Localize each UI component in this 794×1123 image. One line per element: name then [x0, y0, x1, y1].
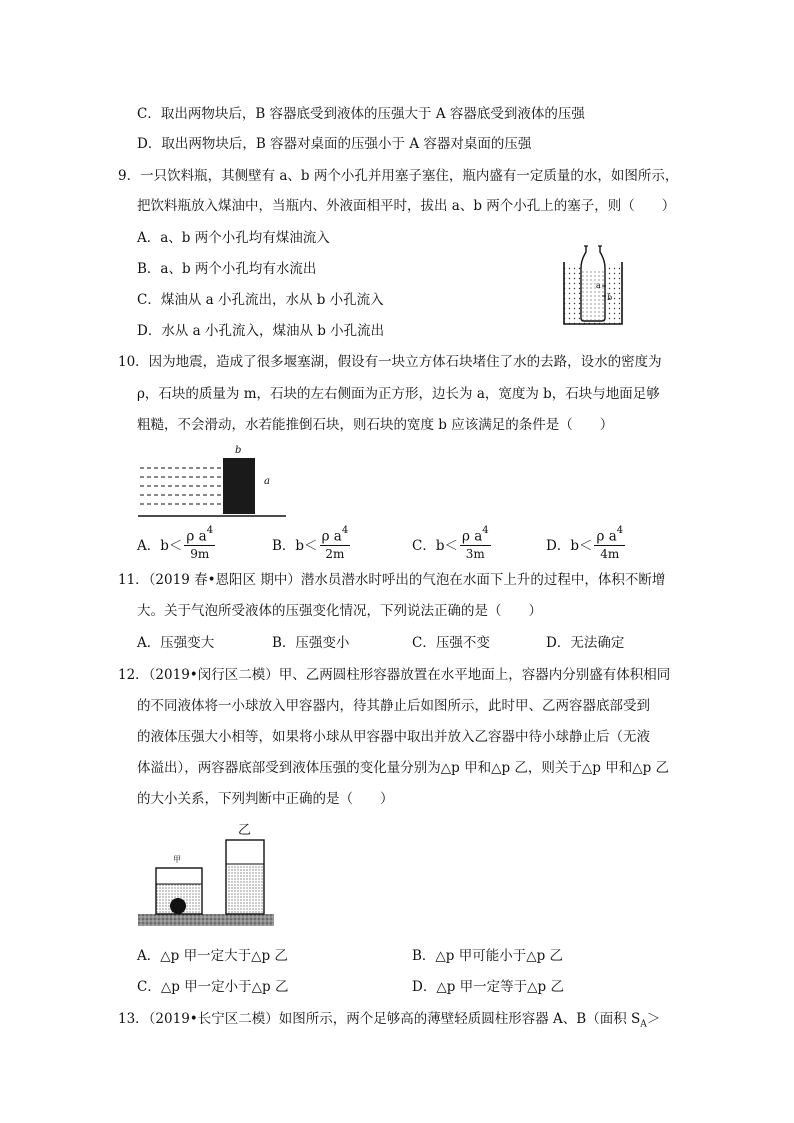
q11-option-c: C．压强不变 [412, 635, 490, 651]
q11-stem-line2: 大。关于气泡所受液体的压强变化情况，下列说法正确的是（ ） [137, 603, 542, 619]
q10-option-d-num: ρ a [596, 528, 617, 545]
q11-stem-line1: 11．（2019 春•恩阳区 期中）潜水员潜水时呼出的气泡在水面下上升的过程中，体积不断增 [118, 572, 666, 588]
q11-option-d: D．无法确定 [546, 635, 625, 651]
q9-option-a: A．a、b 两个小孔均有煤油流入 [137, 230, 330, 246]
q10-option-d-fraction [594, 525, 625, 562]
q10-option-b-exp: 4 [341, 525, 349, 536]
q10-option-c-exp: 4 [482, 525, 489, 536]
q10-option-b [272, 525, 350, 565]
q9-bottle-diagram [558, 242, 628, 328]
q10-stone-figure [138, 440, 288, 524]
q10-option-d-prefix: D．b＜ [546, 537, 593, 554]
q10-option-a-fraction [184, 525, 215, 562]
q12-containers-diagram [138, 818, 274, 930]
q12-fig-label-jia: 甲 [173, 855, 181, 864]
q8-option-c: C．取出两物块后，B 容器底受到液体的压强大于 A 容器底受到液体的压强 [137, 106, 585, 122]
q12-stem-line2: 的不同液体将一小球放入甲容器内，待其静止后如图所示，此时甲、乙两容器底部受到 [137, 698, 650, 714]
q12-option-b: B．△p 甲可能小于△p 乙 [412, 948, 564, 964]
q9-bottle-figure [558, 242, 628, 328]
q10-option-a [137, 525, 215, 565]
q10-fig-label-b: b [235, 445, 242, 456]
q10-option-b-den: 2m [325, 546, 345, 561]
q10-option-c-prefix: C．b＜ [412, 537, 458, 554]
q10-option-d-den: 4m [600, 546, 620, 561]
q9-fig-label-b: b [607, 293, 613, 302]
q10-option-b-fraction [320, 525, 351, 562]
q12-stem-line3: 的液体压强大小相等，如果将小球从甲容器中取出并放入乙容器中待小球静止后（无液 [137, 729, 650, 745]
q10-fig-label-a: a [264, 476, 270, 487]
q12-option-d: D．△p 甲一定等于△p 乙 [412, 979, 564, 995]
q10-option-c-den: 3m [465, 546, 485, 561]
q12-fig-label-yi: 乙 [238, 823, 252, 838]
q10-stem-line3: 粗糙，不会滑动，水若能推倒石块，则石块的宽度 b 应该满足的条件是（ ） [137, 417, 614, 433]
q9-stem-line1: 9．一只饮料瓶，其侧壁有 a、b 两个小孔并用塞子塞住，瓶内盛有一定质量的水，如图所示， [118, 168, 679, 184]
q9-fig-label-a: a [596, 281, 601, 290]
q13-stem-text: 13．（2019•长宁区二模）如图所示，两个足够高的薄壁轻质圆柱形容器 A、B（面积 S [118, 1011, 641, 1027]
q10-stone-diagram [138, 440, 288, 524]
q8-option-d: D．取出两物块后，B 容器对桌面的压强小于 A 容器对桌面的压强 [137, 136, 532, 152]
q9-option-d: D．水从 a 小孔流入，煤油从 b 小孔流出 [137, 323, 385, 339]
q12-containers-figure [138, 818, 274, 930]
q12-option-a: A．△p 甲一定大于△p 乙 [137, 948, 288, 964]
q9-option-c: C．煤油从 a 小孔流出，水从 b 小孔流入 [137, 292, 384, 308]
q10-option-a-prefix: A．b＜ [137, 537, 183, 554]
q12-stem-line1: 12．（2019•闵行区二模）甲、乙两圆柱形容器放置在水平地面上，容器内分别盛有体积相同 [118, 667, 671, 683]
q10-option-a-den: 9m [190, 546, 210, 561]
q10-option-b-prefix: B．b＜ [272, 537, 318, 554]
q10-stem-line2: ρ，石块的质量为 m，石块的左右侧面为正方形，边长为 a，宽度为 b，石块与地面足够 [137, 386, 660, 402]
q10-option-c [412, 525, 491, 565]
q12-stem-line4: 体溢出），两容器底部受到液体压强的变化量分别为△p 甲和△p 乙，则关于△p 甲和△p 乙 [137, 760, 670, 776]
q13-stem-tail: ＞ [646, 1011, 661, 1027]
q11-option-a: A．压强变大 [137, 635, 215, 651]
q9-stem-line2: 把饮料瓶放入煤油中，当瓶内、外液面相平时，拔出 a、b 两个小孔上的塞子，则（ ） [137, 198, 676, 214]
q10-option-a-exp: 4 [206, 525, 214, 536]
q10-option-b-num: ρ a [321, 528, 342, 545]
q13-stem-line1 [118, 1009, 660, 1035]
q10-option-c-fraction [460, 525, 491, 562]
q10-option-c-num: ρ a [461, 528, 483, 545]
q12-stem-line5: 的大小关系，下列判断中正确的是（ ） [137, 791, 394, 807]
q10-option-d-exp: 4 [616, 525, 624, 536]
q11-option-b: B．压强变小 [272, 635, 350, 651]
q10-option-d [546, 525, 625, 565]
q10-stem-line1: 10．因为地震，造成了很多堰塞湖，假设有一块立方体石块堵住了水的去路，设水的密度为 [118, 354, 662, 370]
q13-subscript: A [640, 1019, 647, 1030]
q9-option-b: B．a、b 两个小孔均有水流出 [137, 261, 317, 277]
q12-option-c: C．△p 甲一定小于△p 乙 [137, 979, 289, 995]
q10-option-a-num: ρ a [186, 528, 207, 545]
